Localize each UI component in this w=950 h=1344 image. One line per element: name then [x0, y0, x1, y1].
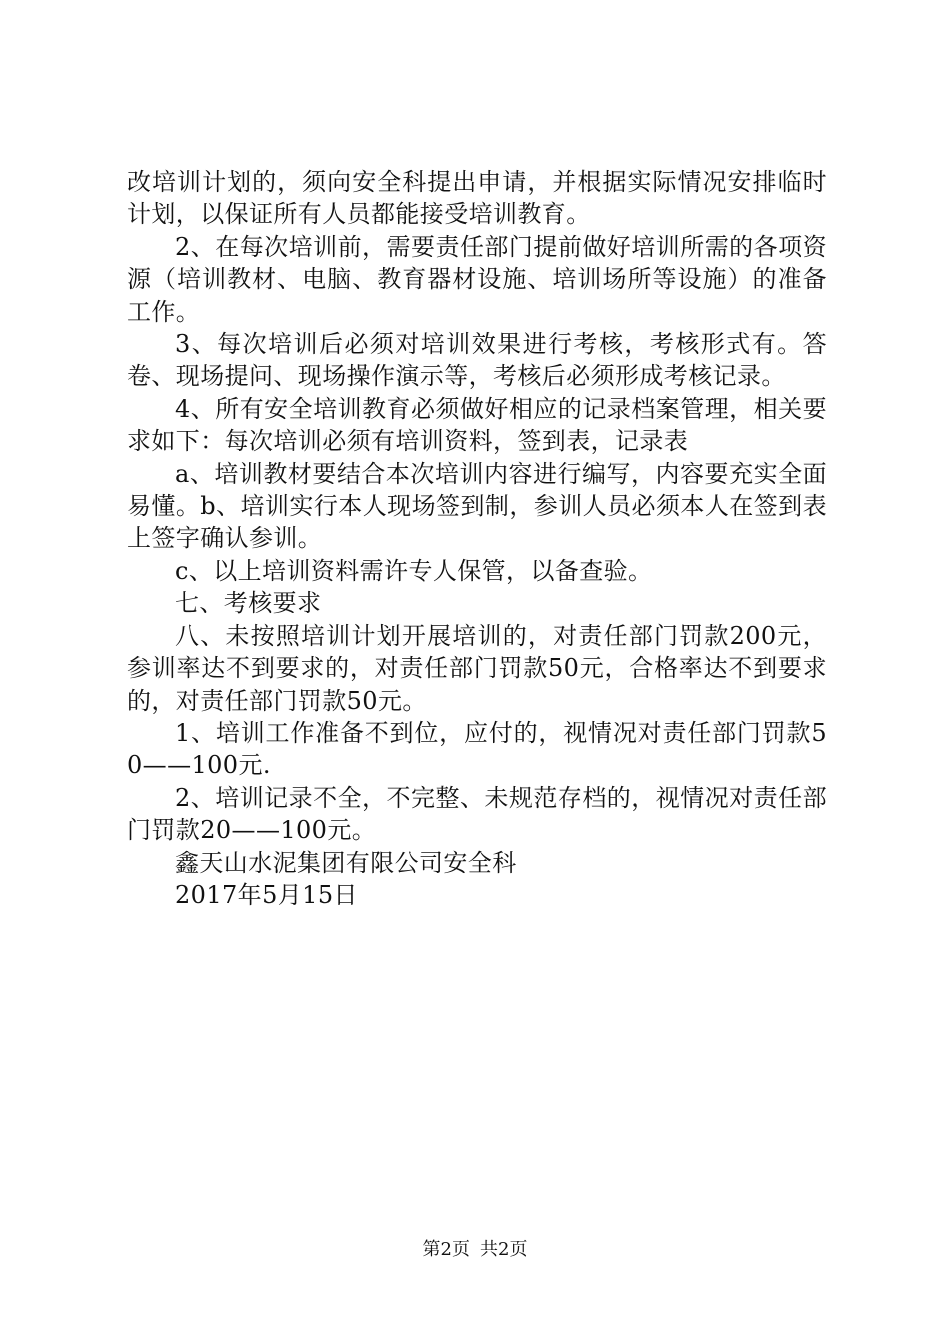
- page-footer: [0, 1238, 950, 1262]
- section-heading-assessment-requirements: 七、考核要求: [175, 589, 322, 618]
- document-body: [127, 166, 827, 911]
- page-total: 共2页: [480, 1239, 528, 1260]
- paragraph-section-8-penalties: 八、未按照培训计划开展培训的，对责任部门罚款200元，参训率达不到要求的，对责任部门罚款50元，合格率达不到要求的，对责任部门罚款50元。: [127, 621, 827, 715]
- paragraph-penalty-2: 2、培训记录不全，不完整、未规范存档的，视情况对责任部门罚款20——100元。: [127, 783, 827, 845]
- paragraph-item-2-preparation: 2、在每次培训前，需要责任部门提前做好培训所需的各项资源（培训教材、电脑、教育器材设施、培训场所等设施）的准备工作。: [127, 232, 827, 326]
- paragraph-item-4-records: 4、所有安全培训教育必须做好相应的记录档案管理，相关要求如下：每次培训必须有培训资料，签到表，记录表: [127, 394, 827, 456]
- paragraph-penalty-1: 1、培训工作准备不到位，应付的，视情况对责任部门罚款50——100元.: [127, 718, 827, 780]
- paragraph-item-3-assessment: 3、每次培训后必须对培训效果进行考核，考核形式有。答卷、现场提问、现场操作演示等，考核后必须形成考核记录。: [127, 330, 827, 391]
- page-number: 第2页: [422, 1239, 470, 1260]
- signature-organization: 鑫天山水泥集团有限公司安全科: [175, 848, 517, 877]
- signature-date: 2017年5月15日: [175, 880, 358, 909]
- paragraph-item-c-storage: c、以上培训资料需许专人保管，以备查验。: [175, 556, 653, 585]
- paragraph-item-a-materials: a、培训教材要结合本次培训内容进行编写，内容要充实全面易懂。b、培训实行本人现场签到制，参训人员必须本人在签到表上签字确认参训。: [127, 459, 827, 553]
- paragraph-training-plan-change: 改培训计划的，须向安全科提出申请，并根据实际情况安排临时计划，以保证所有人员都能接受培训教育。: [127, 168, 827, 229]
